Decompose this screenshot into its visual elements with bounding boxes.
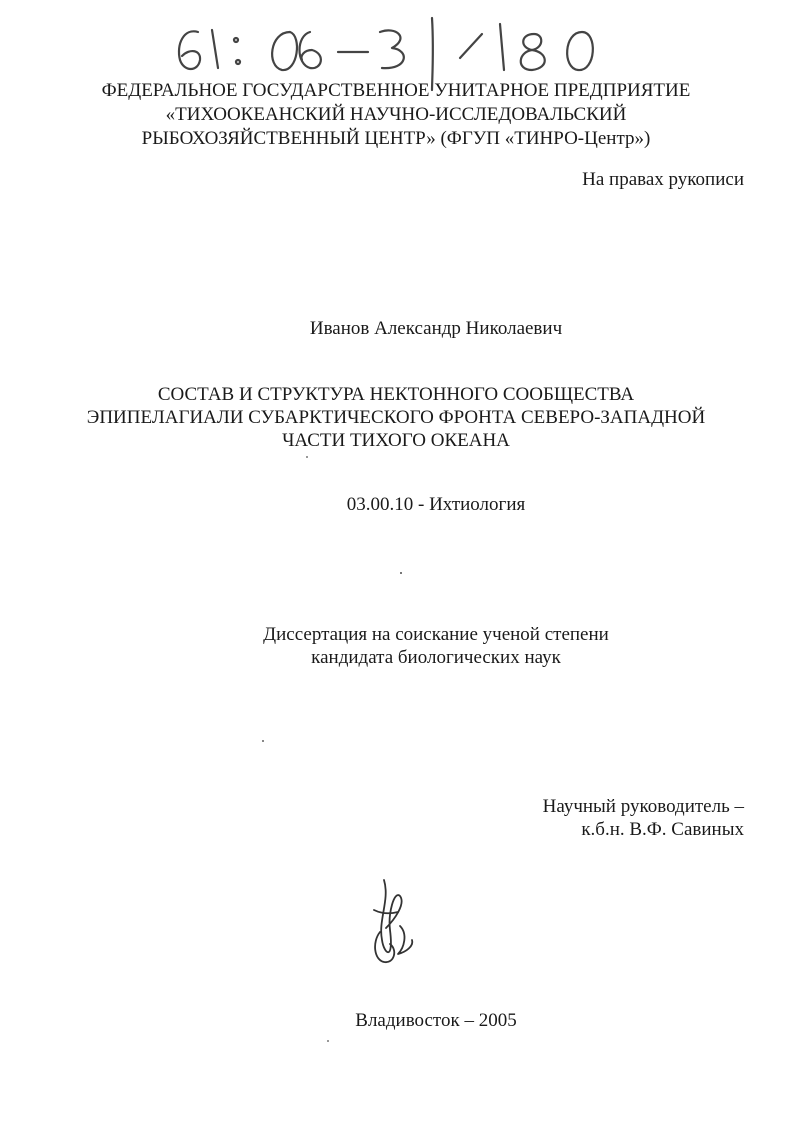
scan-speck xyxy=(327,1040,329,1042)
organization-line-2: «ТИХООКЕАНСКИЙ НАУЧНО-ИССЛЕДОВАЛЬСКИЙ xyxy=(165,104,627,125)
supervisor-name: к.б.н. В.Ф. Савиных xyxy=(581,819,744,840)
degree-line-1: Диссертация на соискание ученой степени xyxy=(263,624,609,645)
handwritten-signature xyxy=(360,870,430,970)
place-and-year: Владивосток – 2005 xyxy=(355,1010,517,1031)
organization-line-1: ФЕДЕРАЛЬНОЕ ГОСУДАРСТВЕННОЕ УНИТАРНОЕ ПРЕДПРИЯТИЕ xyxy=(101,80,691,101)
specialty-code: 03.00.10 - Ихтиология xyxy=(346,494,526,515)
scan-speck xyxy=(306,456,308,458)
manuscript-note: На правах рукописи xyxy=(582,169,744,190)
title-line-3: ЧАСТИ ТИХОГО ОКЕАНА xyxy=(282,430,510,451)
title-line-2: ЭПИПЕЛАГИАЛИ СУБАРКТИЧЕСКОГО ФРОНТА СЕВЕРО-ЗАПАДНОЙ xyxy=(86,407,706,428)
handwritten-archive-number xyxy=(170,10,640,85)
title-line-1: СОСТАВ И СТРУКТУРА НЕКТОННОГО СООБЩЕСТВА xyxy=(157,384,635,405)
scan-speck xyxy=(400,572,402,574)
organization-line-3: РЫБОХОЗЯЙСТВЕННЫЙ ЦЕНТР» (ФГУП «ТИНРО-Центр») xyxy=(141,128,651,149)
author-name: Иванов Александр Николаевич xyxy=(309,318,563,339)
supervisor-label: Научный руководитель – xyxy=(542,796,744,817)
degree-line-2: кандидата биологических наук xyxy=(311,647,561,668)
scan-speck xyxy=(262,740,264,742)
